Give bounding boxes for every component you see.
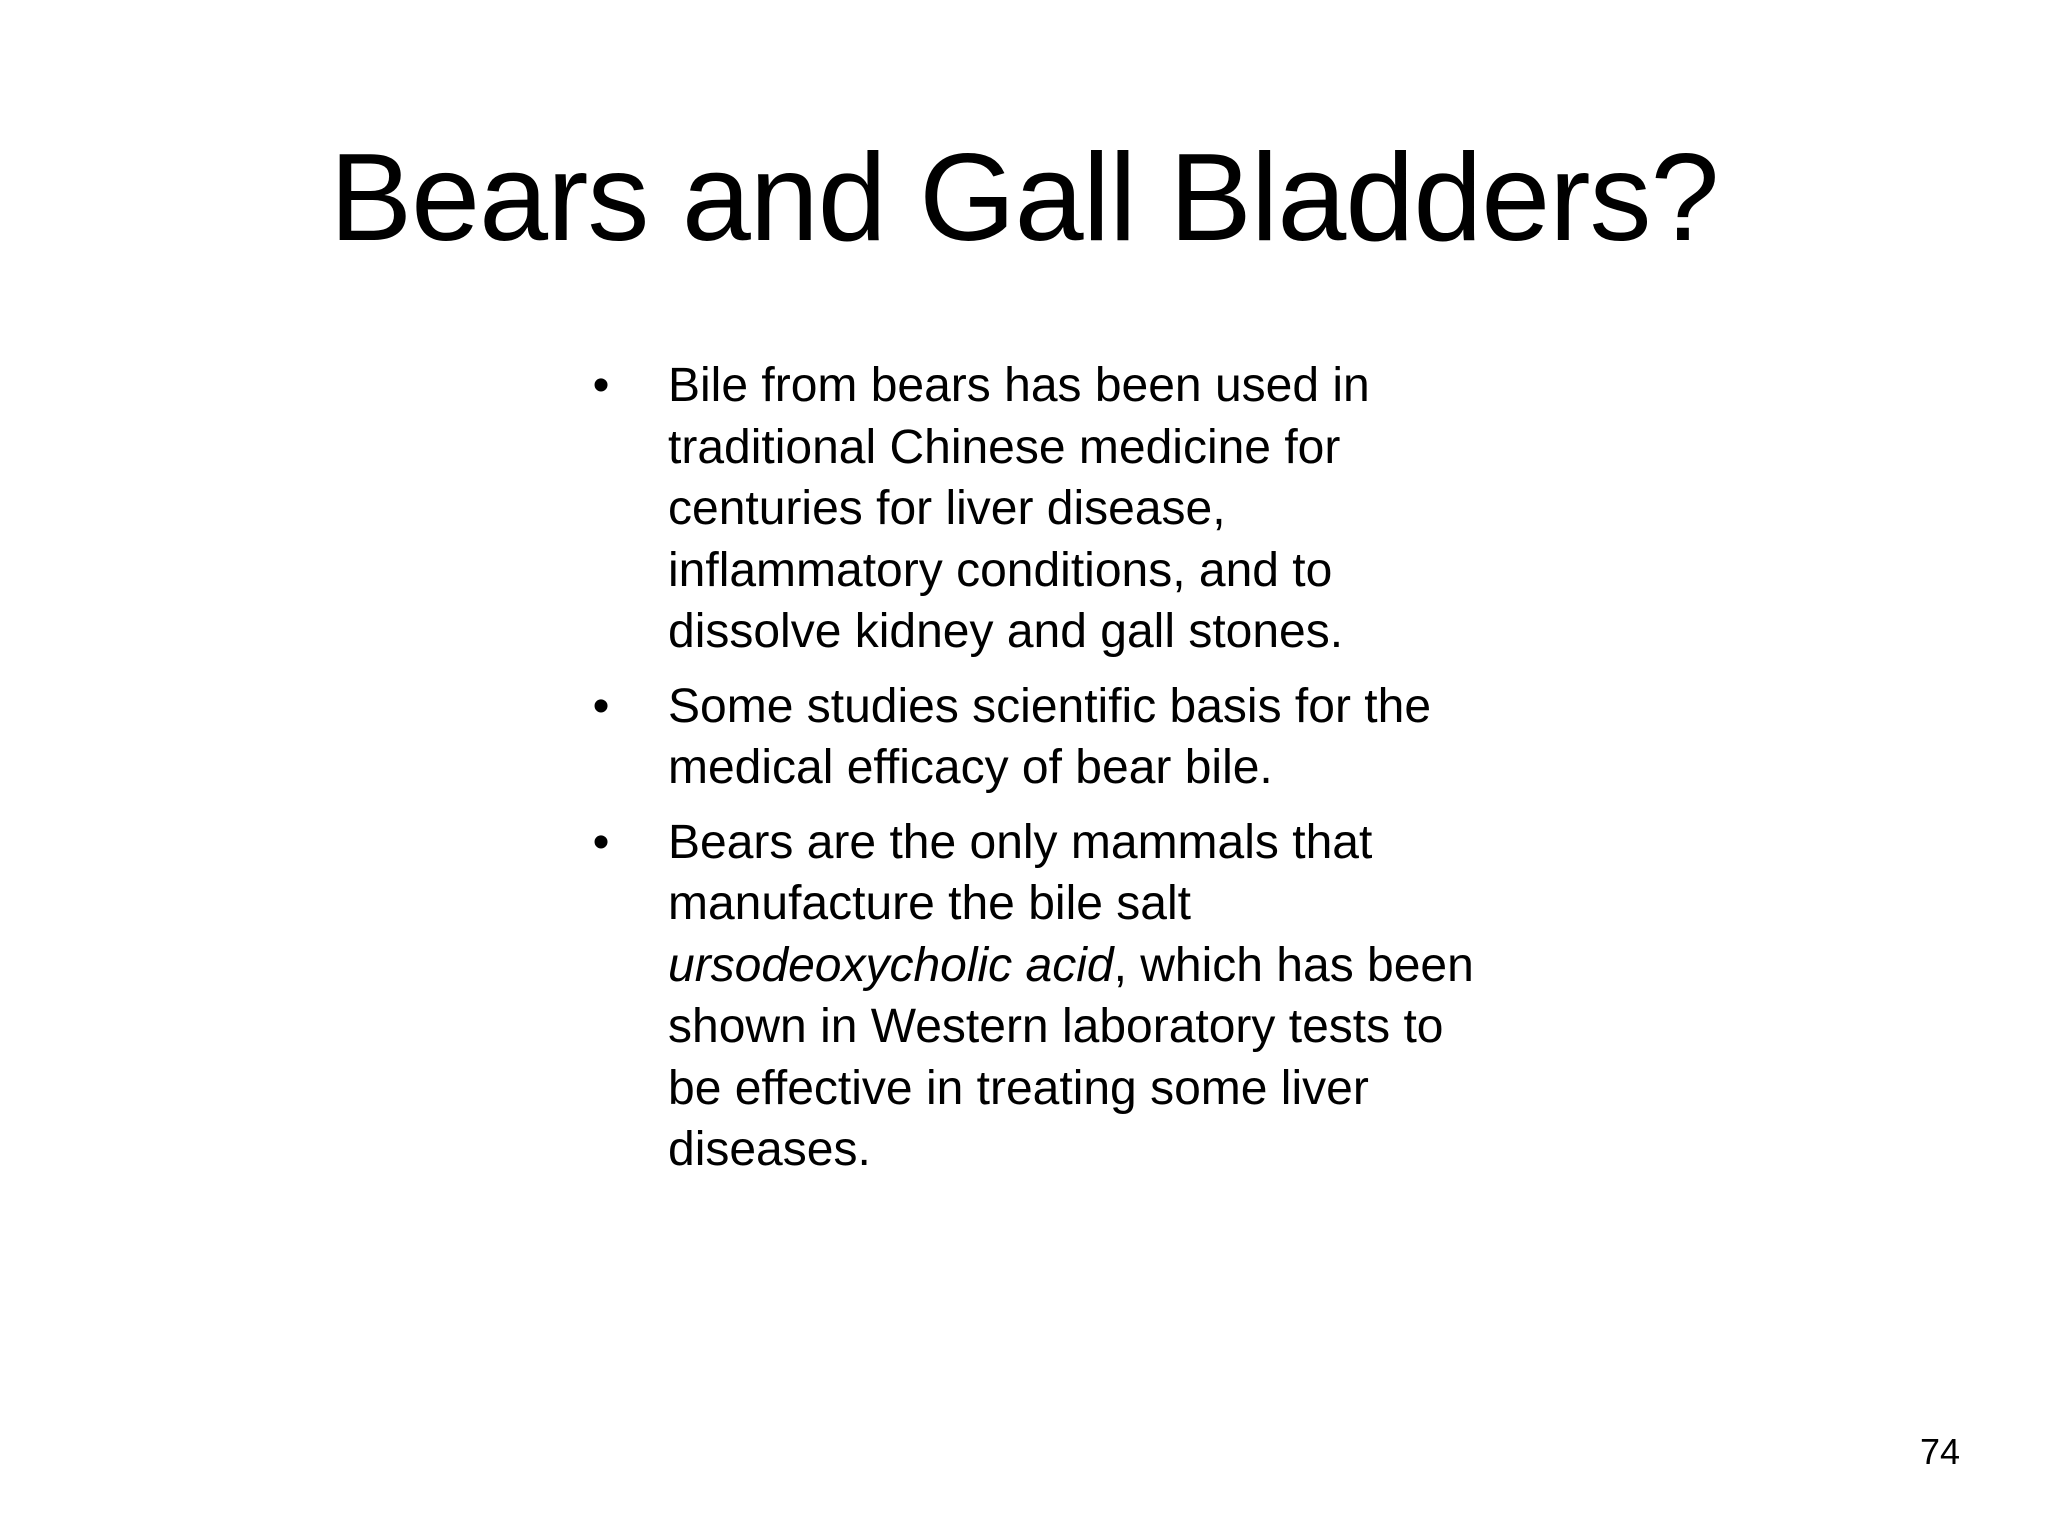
- bullet-icon: •: [592, 359, 610, 412]
- bullet-icon: •: [592, 679, 610, 733]
- slide-title: Bears and Gall Bladders?: [329, 129, 1719, 267]
- bullet-icon: •: [592, 815, 610, 869]
- bullet-item: [586, 812, 1486, 1181]
- bullet-text: [668, 816, 1474, 1177]
- bullet-item: [586, 676, 1486, 799]
- bullet-text: Bile from bears has been used in traditional Chinese medicine for centuries for liver disease, inflammatory conditions, and to dissolve kidney and gall stones.: [668, 359, 1370, 658]
- bullet-item: [586, 355, 1486, 663]
- bullet-text-after: , which has been shown in Western laboratory tests to be effective in treating some liver diseases.: [668, 938, 1474, 1176]
- bullet-list: [586, 355, 1486, 1194]
- bullet-text-italic: ursodeoxycholic acid: [668, 938, 1114, 992]
- bullet-text: Some studies scientific basis for the medical efficacy of bear bile.: [668, 679, 1432, 794]
- bullet-text-before: Bears are the only mammals that manufacture the bile salt: [668, 815, 1373, 930]
- page-number: 74: [1919, 1431, 1960, 1472]
